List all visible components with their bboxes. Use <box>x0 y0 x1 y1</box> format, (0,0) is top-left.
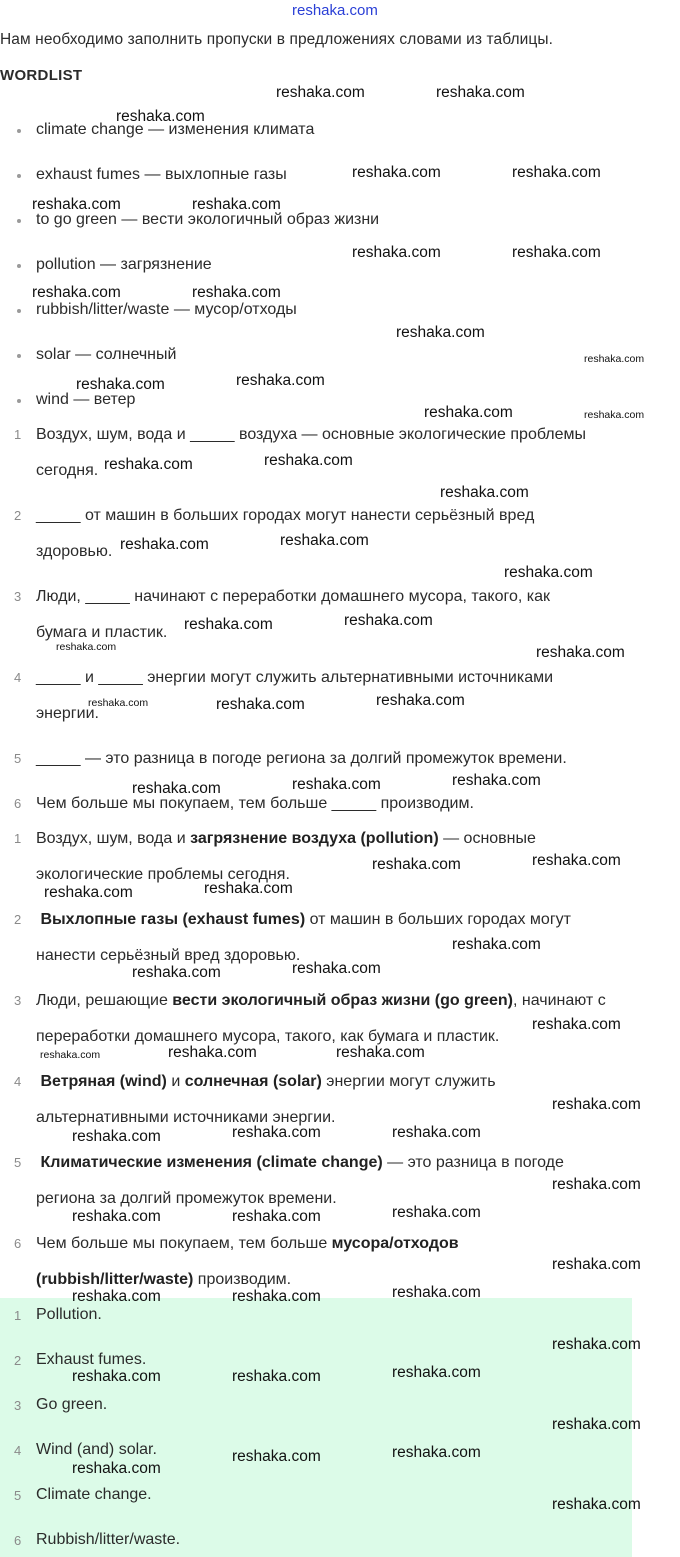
watermark: reshaka.com <box>88 697 149 709</box>
wordlist-title: WORDLIST <box>0 67 83 84</box>
watermark: reshaka.com <box>532 852 621 869</box>
watermark: reshaka.com <box>132 964 221 981</box>
watermark: reshaka.com <box>116 108 205 125</box>
watermark: reshaka.com <box>280 532 369 549</box>
watermark: reshaka.com <box>72 1128 161 1145</box>
watermark: reshaka.com <box>344 612 433 629</box>
watermark: reshaka.com <box>168 1044 257 1061</box>
watermark: reshaka.com <box>132 780 221 797</box>
watermark: reshaka.com <box>336 1044 425 1061</box>
watermark: reshaka.com <box>352 164 441 181</box>
watermark: reshaka.com <box>32 196 121 213</box>
watermark: reshaka.com <box>392 1364 481 1381</box>
answers-panel <box>0 1298 632 1557</box>
watermark: reshaka.com <box>392 1444 481 1461</box>
watermark: reshaka.com <box>532 1016 621 1033</box>
watermark: reshaka.com <box>292 776 381 793</box>
watermark: reshaka.com <box>184 616 273 633</box>
watermark: reshaka.com <box>396 324 485 341</box>
watermark: reshaka.com <box>552 1416 641 1433</box>
watermark: reshaka.com <box>104 456 193 473</box>
watermark: reshaka.com <box>392 1204 481 1221</box>
watermark: reshaka.com <box>552 1256 641 1273</box>
watermark: reshaka.com <box>512 244 601 261</box>
watermark: reshaka.com <box>276 84 365 101</box>
watermark: reshaka.com <box>120 536 209 553</box>
intro-text: Нам необходимо заполнить пропуски в предложениях словами из таблицы. <box>0 31 554 48</box>
watermark: reshaka.com <box>192 284 281 301</box>
watermark: reshaka.com <box>584 353 645 365</box>
watermark: reshaka.com <box>72 1460 161 1477</box>
watermark: reshaka.com <box>424 404 513 421</box>
watermark: reshaka.com <box>232 1288 321 1305</box>
watermark: reshaka.com <box>392 1124 481 1141</box>
watermark: reshaka.com <box>204 880 293 897</box>
watermark: reshaka.com <box>552 1176 641 1193</box>
watermark: reshaka.com <box>504 564 593 581</box>
watermark: reshaka.com <box>76 376 165 393</box>
watermark: reshaka.com <box>372 856 461 873</box>
watermark: reshaka.com <box>376 692 465 709</box>
watermark: reshaka.com <box>536 644 625 661</box>
watermark: reshaka.com <box>292 960 381 977</box>
watermark: reshaka.com <box>192 196 281 213</box>
watermark: reshaka.com <box>40 1049 101 1061</box>
watermark: reshaka.com <box>264 452 353 469</box>
watermark: reshaka.com <box>452 772 541 789</box>
site-link[interactable]: reshaka.com <box>292 2 378 19</box>
watermark: reshaka.com <box>392 1284 481 1301</box>
watermark: reshaka.com <box>232 1448 321 1465</box>
watermark: reshaka.com <box>452 936 541 953</box>
watermark: reshaka.com <box>584 409 645 421</box>
watermark: reshaka.com <box>552 1336 641 1353</box>
watermark: reshaka.com <box>552 1096 641 1113</box>
watermark: reshaka.com <box>232 1124 321 1141</box>
watermark: reshaka.com <box>236 372 325 389</box>
watermark: reshaka.com <box>72 1288 161 1305</box>
watermark: reshaka.com <box>352 244 441 261</box>
watermark: reshaka.com <box>216 696 305 713</box>
watermark: reshaka.com <box>552 1496 641 1513</box>
watermark: reshaka.com <box>56 641 117 653</box>
watermark: reshaka.com <box>44 884 133 901</box>
watermark: reshaka.com <box>232 1368 321 1385</box>
watermark: reshaka.com <box>232 1208 321 1225</box>
watermark: reshaka.com <box>436 84 525 101</box>
watermark: reshaka.com <box>72 1368 161 1385</box>
watermark: reshaka.com <box>512 164 601 181</box>
watermark: reshaka.com <box>440 484 529 501</box>
watermark: reshaka.com <box>72 1208 161 1225</box>
watermark: reshaka.com <box>32 284 121 301</box>
